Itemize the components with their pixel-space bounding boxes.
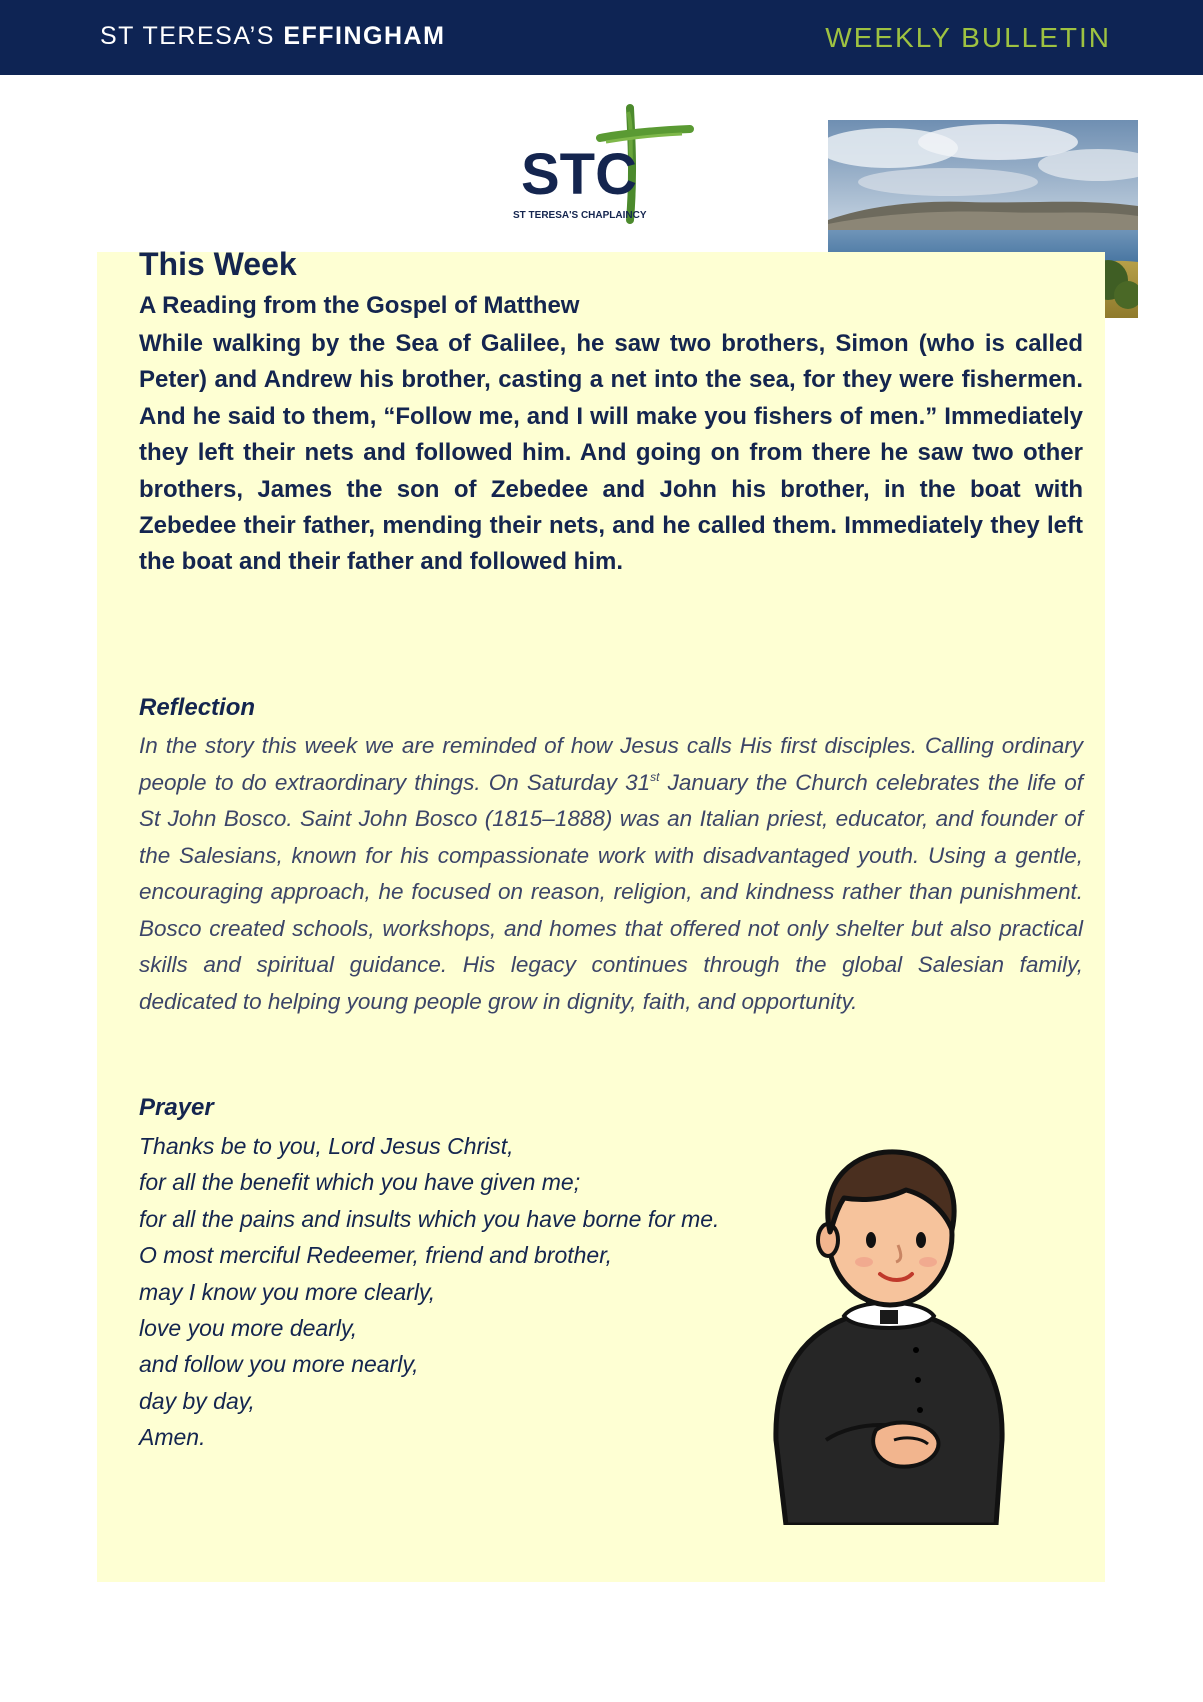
gospel-text: While walking by the Sea of Galilee, he saw two brothers, Simon (who is called Peter) and Andrew his brother, casting a net into the sea, for they were fishermen. And he said to them, “Follow me, and I will make you fishers of men.” Immediately they left their nets and followed him. And going on from there he saw two other brothers, James the son of Zebedee and John his brother, in the boat with Zebedee their father, mending their nets, and he called them. Immediately they left the boat and their father and followed him. [139, 330, 1083, 576]
reflection-text-start: In the story this week we are reminded of how Jesus calls His first disciples. Calling ordinary people to do extraordinary things. On Saturday 31 [139, 733, 1083, 795]
prayer-line: Amen. [139, 1424, 206, 1451]
logo-subtitle: ST TERESA'S CHAPLAINCY [513, 210, 647, 221]
this-week-heading: This Week [139, 246, 297, 282]
parish-name [100, 22, 445, 51]
prayer-line: for all the pains and insults which you have borne for me. [139, 1205, 720, 1232]
prayer-line: O most merciful Redeemer, friend and brother, [139, 1242, 612, 1269]
reflection-ordinal-suffix: st [650, 769, 660, 784]
prayer-line: Thanks be to you, Lord Jesus Christ, [139, 1133, 514, 1159]
reflection-text [139, 728, 1083, 1020]
priest-illustration [756, 1140, 1021, 1525]
prayer-line: for all the benefit which you have given me; [139, 1169, 581, 1196]
parish-name-bold: EFFINGHAM [283, 22, 446, 50]
prayer-heading: Prayer [139, 1094, 214, 1121]
logo-letters: STC [521, 142, 637, 207]
prayer-line: and follow you more nearly, [139, 1351, 419, 1378]
parish-name-prefix: ST TERESA’S [100, 22, 275, 50]
bulletin-label: WEEKLY BULLETIN [825, 22, 1111, 53]
prayer-line: day by day, [139, 1387, 255, 1414]
reading-title: A Reading from the Gospel of Matthew [139, 292, 580, 319]
reflection-text-end: January the Church celebrates the life of St John Bosco. Saint John Bosco (1815–1888) was an Italian priest, educator, and founder of the Salesians, known for his compassionate work with disadvantaged youth. Using a gentle, encouraging approach, he focused on reason, religion, and kindness rather than punishment. Bosco created schools, workshops, and homes that offered not only shelter but also practical skills and spiritual guidance. His legacy continues through the global Salesian family, dedicated to helping young people grow in dignity, faith, and opportunity. [139, 769, 1084, 1014]
prayer-line: may I know you more clearly, [139, 1278, 436, 1305]
prayer-line: love you more dearly, [139, 1315, 358, 1342]
top-banner [0, 0, 1203, 75]
stc-logo [510, 102, 700, 224]
reflection-heading: Reflection [139, 694, 256, 721]
